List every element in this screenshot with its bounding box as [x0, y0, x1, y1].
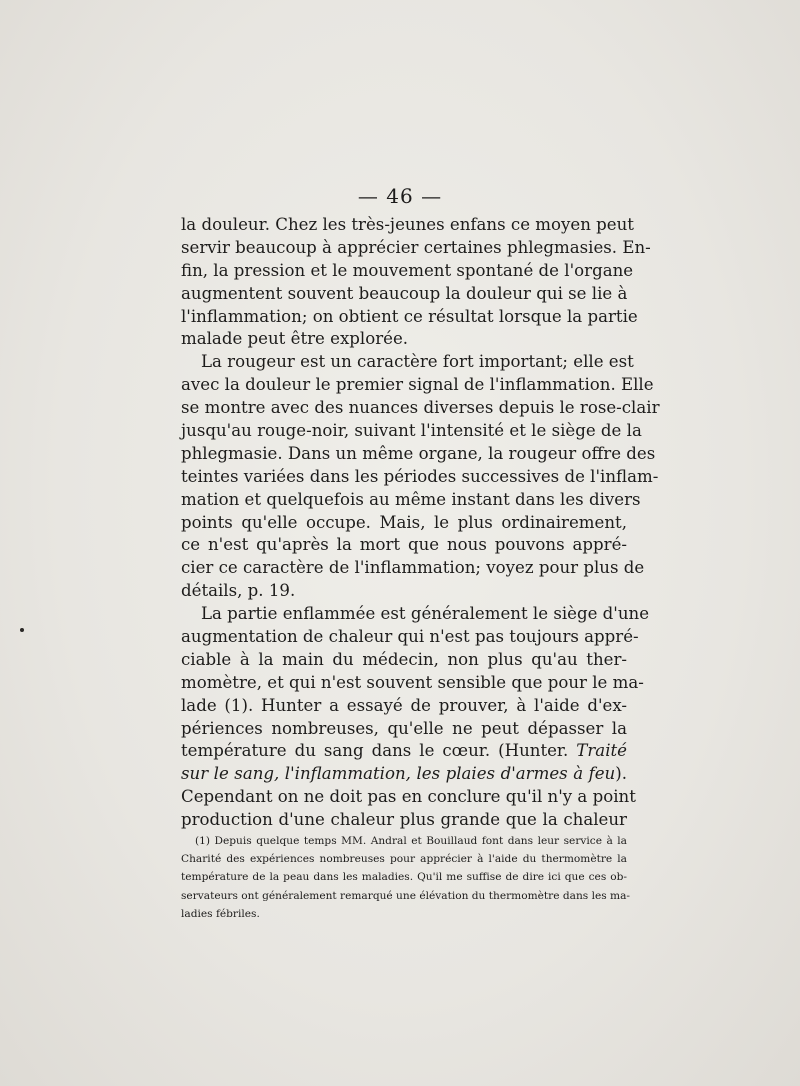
- text-segment: température du sang dans le cœur. (Hunter.: [181, 741, 577, 761]
- text-segment: La partie enflammée est généralement le siège d'une: [201, 604, 650, 624]
- text-line: [181, 443, 656, 466]
- text-segment: ciable à la main du médecin, non plus qu'au ther-: [181, 649, 627, 669]
- text-line: [181, 260, 634, 283]
- text-line: [181, 626, 639, 649]
- text-line: [181, 603, 650, 626]
- text-line: [181, 672, 644, 695]
- footnote-line: (1) Depuis quelque temps MM. Andral et Bouillaud font dans leur service à la: [195, 835, 627, 847]
- text-segment: Cependant on ne doit pas en conclure qu'il n'y a point: [181, 787, 636, 807]
- text-segment: la douleur. Chez les très-jeunes enfans ce moyen peut: [181, 215, 634, 234]
- text-line: [181, 580, 627, 603]
- text-line: [181, 306, 638, 329]
- text-segment: momètre, et qui n'est souvent sensible que pour le ma-: [181, 672, 644, 692]
- text-line: [181, 740, 627, 763]
- footnotes: [181, 832, 630, 923]
- text-line: [181, 466, 659, 489]
- text-line: [181, 328, 627, 351]
- text-line: [181, 534, 627, 557]
- text-segment: augmentent souvent beaucoup la douleur qui se lie à: [181, 283, 628, 303]
- text-line: [181, 557, 645, 580]
- text-line: [181, 649, 627, 672]
- body-text: [181, 214, 660, 832]
- footnote-line: température de la peau dans les maladies. Qu'il me suffise de dire ici que ces ob-: [181, 871, 627, 884]
- text-segment: détails, p. 19.: [181, 581, 296, 601]
- italic-text: sur le sang, l'inflammation, les plaies d'armes à feu: [181, 764, 616, 784]
- footnote-line: servateurs ont généralement remarqué une élévation du thermomètre dans les ma-: [181, 889, 630, 902]
- text-line: [181, 397, 660, 420]
- text-segment: ).: [615, 764, 627, 784]
- text-segment: ce n'est qu'après la mort que nous pouvons appré-: [181, 535, 627, 555]
- page-number: — 46 —: [357, 184, 443, 208]
- text-segment: périences nombreuses, qu'elle ne peut dépasser la: [181, 718, 627, 738]
- text-segment: se montre avec des nuances diverses depuis le rose-clair: [181, 398, 660, 418]
- text-line: [181, 809, 627, 832]
- text-segment: teintes variées dans les périodes successives de l'inflam-: [181, 466, 659, 486]
- text-line: [181, 695, 627, 718]
- text-segment: servir beaucoup à apprécier certaines phlegmasies. En-: [181, 237, 651, 257]
- text-line: [181, 718, 627, 741]
- text-segment: augmentation de chaleur qui n'est pas toujours appré-: [181, 627, 639, 647]
- text-line: [181, 763, 627, 786]
- text-line: [181, 283, 627, 306]
- text-line: [181, 214, 634, 237]
- text-segment: malade peut être explorée.: [181, 329, 409, 349]
- text-line: [181, 420, 642, 443]
- text-segment: fin, la pression et le mouvement spontané de l'organe: [181, 260, 634, 280]
- ink-speck: [20, 628, 24, 632]
- text-line: [181, 237, 651, 260]
- text-line: [181, 374, 654, 397]
- text-segment: avec la douleur le premier signal de l'inflammation. Elle: [181, 375, 654, 395]
- text-segment: mation et quelquefois au même instant dans les divers: [181, 489, 641, 509]
- footnote-line: ladies fébriles.: [181, 907, 260, 920]
- text-line: [181, 786, 636, 809]
- text-line: [181, 351, 634, 374]
- text-segment: jusqu'au rouge-noir, suivant l'intensité et le siège de la: [181, 421, 642, 441]
- text-segment: phlegmasie. Dans un même organe, la rougeur offre des: [181, 443, 656, 463]
- text-segment: lade (1). Hunter a essayé de prouver, à l'aide d'ex-: [181, 695, 627, 715]
- footnote-line: Charité des expériences nombreuses pour apprécier à l'aide du thermomètre la: [181, 853, 627, 866]
- text-line: [181, 512, 627, 535]
- italic-text: Traité: [576, 741, 627, 761]
- text-segment: points qu'elle occupe. Mais, le plus ordinairement,: [181, 512, 627, 532]
- text-segment: cier ce caractère de l'inflammation; voyez pour plus de: [181, 558, 645, 578]
- text-line: [181, 489, 641, 512]
- text-segment: l'inflammation; on obtient ce résultat lorsque la partie: [181, 306, 638, 326]
- text-segment: La rougeur est un caractère fort important; elle est: [201, 352, 634, 372]
- text-segment: production d'une chaleur plus grande que la chaleur: [181, 810, 627, 830]
